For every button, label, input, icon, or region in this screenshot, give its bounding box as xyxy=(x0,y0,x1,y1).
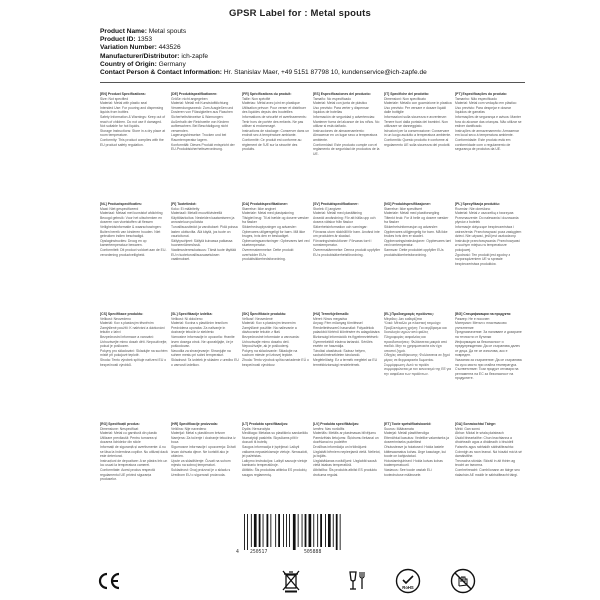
manufacturer-key: Manufacturer/Distributor: xyxy=(100,52,180,60)
contact-row xyxy=(100,69,580,77)
barcode-bar xyxy=(305,514,307,547)
spec-cell-heading: [LV] Produkta specifikācijas: xyxy=(313,422,360,426)
spec-cell xyxy=(455,202,523,312)
spec-cell-text: Størrelse: Ikke spesifisert Materiale: Metall med plastforsegling Tiltenkt bruk: For å helle og dosere væsker fra flasker Sikkerhetsinformasjon og advarsler: Oppbevares utilgjengelig for barn. Må ikke brukes hvis den er skadet. Oppbevaringsinstruksjoner: Oppbevares tørt ved romtemperatur. Samsvar: Dette produktet oppfyller EUs produktsikkerhetsforordning. xyxy=(384,206,451,257)
spec-cell-text: Tamaño: No especificado Material: Metal con junta de plástico Uso previsto: Para verter y dispensar líquidos de botellas Información de seguridad y advertencias: Mantener fuera del alcance de los niños. No utilizar si está dañado. Instrucciones de almacenamiento: Almacenar en un lugar seco a temperatura ambiente. Conformidad: Este producto cumple con el reglamento de seguridad de productos de la UE. xyxy=(313,96,380,156)
spec-cell xyxy=(313,92,381,202)
barcode-bar xyxy=(244,514,245,550)
spec-cell xyxy=(171,312,239,422)
spec-cell-text: Veličina: Nije navedeno Materijal: Metal s plastičnom brtvom Namjena: Za točenje i doziranje tekućina iz boca Sigurnosne informacije i upozorenja: Držati izvan dohvata djece. Ne koristiti ako je oštećen. Upute za skladištenje: Čuvati na suhom mjestu na sobnoj temperaturi. Sukladnost: Ovaj proizvod je u skladu s Uredbom EU o sigurnosti proizvoda. xyxy=(171,426,236,477)
spec-cell xyxy=(100,312,168,422)
country-key: Country of Origin: xyxy=(100,60,157,68)
spec-cell xyxy=(384,422,452,532)
product-id-row xyxy=(100,36,580,44)
product-name-row xyxy=(100,28,580,36)
waste-bin-crossed-icon xyxy=(280,569,302,597)
spec-cell-text: Størrelse: Ikke angivet Materiale: Metal med plastpakning Tilsigtet brug: Til at hælde og dosere væsker fra flasker Sikkerhedsoplysninger og advarsler: Opbevares utilgængeligt for børn. Må ikke bruges, hvis den er beskadiget. Opbevaringsanvisninger: Opbevares tørt ved stuetemperatur. Overensstemmelse: Dette produkt overholder EU's produktsikkerhedsforordning. xyxy=(242,206,310,262)
spec-cell-text: Veľkosť: Neuvedené Materiál: Kov s plastovým tesnením Zamýšľané použitie: Na nalievanie a dávkovanie tekutín z fliaš Bezpečnostné informácie a varovania: Uchovávajte mimo dosahu detí. Nepoužívajte, ak je poškodený. Pokyny na skladovanie: Skladujte na suchom mieste pri izbovej teplote. Zhoda: Tento výrobok spĺňa nariadenie EÚ o bezpečnosti výrobkov. xyxy=(242,316,309,367)
barcode-bar xyxy=(328,514,331,547)
spec-cell-heading: [PL] Specyfikacja produktu: xyxy=(455,202,500,206)
barcode-bar xyxy=(278,514,280,547)
spec-cell xyxy=(171,202,239,312)
spec-cell-heading: [SV] Produktspecifikationer: xyxy=(313,202,359,206)
product-id-key: Product ID: xyxy=(100,36,136,44)
country-row xyxy=(100,61,580,69)
barcode-bars xyxy=(236,514,358,550)
product-info xyxy=(100,28,580,77)
barcode-left-group: 250517 xyxy=(250,550,268,555)
spec-cell-heading: [LT] Produkto specifikacijos: xyxy=(242,422,289,426)
barcode-bar xyxy=(259,514,261,547)
barcode-bar xyxy=(286,514,287,547)
barcode-bar xyxy=(298,514,299,547)
barcode-right-group: 505888 xyxy=(304,550,322,555)
barcode-bar xyxy=(317,514,318,547)
spec-cell-text: Maat: Niet gespecificeerd Materiaal: Metaal met kunststof afdichting Beoogd gebruik: Voor het uitschenken en doseren van vloeistoffen uit flessen Veiligheidsinformatie & waarschuwingen: Buiten bereik van kinderen houden. Niet gebruiken indien beschadigd. Opslaginstructies: Droog en op kamertemperatuur bewaren. Conformiteit: Dit product voldoet aan de EU-verordening productveiligheid. xyxy=(100,206,167,257)
barcode-bar xyxy=(283,514,284,547)
spec-cell xyxy=(100,202,168,312)
spec-cell-text: Koko: Ei määritelty Materiaali: Metalli muovitiivisteellä Käyttötarkoitus: Nesteiden kaatamiseen ja annosteluun pulloista Turvallisuustiedot ja varoitukset: Pidä poissa lasten ulottuvilta. Älä käytä, jos tuote on vaurioitunut. Säilytysohjeet: Säilytä kuivassa paikassa huoneenlämmössä. Vaatimustenmukaisuus: Tämä tuote täyttää EU:n tuoteturvallisuusasetuksen vaatimukset. xyxy=(171,206,238,262)
food-safe-icon xyxy=(345,569,369,597)
spec-cell-heading: [NO] Produktspesifikasjoner: xyxy=(384,202,431,206)
spec-cell-text: Dydis: Nenurodyta Medžiaga: Metalas su plastikiniu sandarikliu Numatytoji paskirtis: Skysčiams pilti ir dozuoti iš butelių Saugos informacija ir įspėjimai: Laikyti vaikams nepasiekiamoje vietoje. Nenaudoti, jei pažeistas. Laikymo instrukcijos: Laikyti sausoje vietoje kambario temperatūroje. Atitiktis: Šis produktas atitinka ES produktų saugos reglamentą. xyxy=(242,426,308,477)
spec-cell-text: Storlek: Ej angiven Material: Metall med plasttätning Avsedd användning: För att hälla upp och dosera vätskor från flaskor Säkerhetsinformation och varningar: Förvaras utom räckhåll för barn. Använd inte om produkten är skadad. Förvaringsinstruktioner: Förvaras torrt i rumstemperatur. Överensstämmelse: Denna produkt uppfyller EU:s produktsäkerhetsförordning. xyxy=(313,206,381,257)
spec-cell-text: Tamanho: Não especificado Material: Metal com vedação em plástico Uso previsto: Para despejar e dosear líquidos de garrafas Informações de segurança e avisos: Manter fora do alcance das crianças. Não utilizar se estiver danificado. Instruções de armazenamento: Armazenar em local seco à temperatura ambiente. Conformidade: Este produto está em conformidade com o regulamento de segurança de produtos da UE. xyxy=(455,96,522,152)
barcode-bar xyxy=(333,514,334,547)
variation-number-value: 443526 xyxy=(158,44,181,52)
spec-cell-text: Größe: nicht angegeben Material: Metall mit Kunststoffdichtung Verwendungszweck: Zum Ausgießen und Dosieren von Flüssigkeiten aus Flaschen Sicherheitshinweise & Warnungen: Außerhalb der Reichweite von Kindern aufbewahren. Bei Beschädigung nicht verwenden. Lagerungshinweise: Trocken und bei Raumtemperatur lagern. Konformität: Dieses Produkt entspricht der EU-Produktsicherheitsverordnung. xyxy=(171,96,235,152)
spec-cell-heading: [SL] Specifikacije izdelka: xyxy=(171,312,213,316)
spec-cell-text: Rozmiar: Nie określono Materiał: Metal z uszczelką z tworzywa Przeznaczenie: Do nalewania i dozowania płynów z butelek Informacje dotyczące bezpieczeństwa i ostrzeżenia: Przechowywać poza zasięgiem dzieci. Nie używać, jeśli jest uszkodzony. Instrukcje przechowywania: Przechowywać w suchym miejscu w temperaturze pokojowej. Zgodność: Ten produkt jest zgodny z rozporządzeniem UE w sprawie bezpieczeństwa produktów. xyxy=(455,206,522,266)
spec-cell xyxy=(171,92,239,202)
spec-cell xyxy=(384,312,452,422)
spec-cell-text: Méret: Nincs megadva Anyag: Fém műanyag tömítéssel Rendeltetésszerű használat: Folyadékok palackból történő kiöntésére és adagolására Biztonsági információk és figyelmeztetések: Gyermekektől elzárva tartandó. Sérülés esetén ne használja. Tárolási utasítások: Száraz helyen, szobahőmérsékleten tárolandó. Megfelelőség: Ez a termék megfelel az EU termékbiztonsági rendeletének. xyxy=(313,316,380,367)
compliance-logos xyxy=(95,568,595,598)
spec-cell-heading: [HR] Specifikacije proizvoda: xyxy=(171,422,218,426)
contact-value: Hr. Stanislav Maer, +49 5151 87798 10, kundenservice@ich-zapfe.de xyxy=(223,69,427,77)
spec-cell-heading: [BG] Спецификации на продукта: xyxy=(455,312,512,316)
barcode-bar xyxy=(267,514,269,547)
spec-cell-heading: [EN] Product Specifications: xyxy=(100,92,146,96)
spec-cell-heading: [CS] Specifikace produktu: xyxy=(100,312,144,316)
rohs-badge-icon xyxy=(395,568,421,598)
barcode-bar xyxy=(289,514,290,547)
spec-cell-text: Dimensiune: Nespecificat Material: Metal cu garnitură din plastic Utilizare prevăzută: Pentru turnarea și dozarea lichidelor din sticle Informații de siguranță și avertismente: A nu se lăsa la îndemâna copiilor. Nu utilizați dacă este deteriorat. Instrucțiuni de depozitare: A se păstra într-un loc uscat la temperatura camerei. Conformitate: Acest produs respectă regulamentul UE privind siguranța produselor. xyxy=(100,426,168,482)
spec-cell xyxy=(242,202,310,312)
barcode-bar xyxy=(247,514,248,550)
barcode-bar xyxy=(302,514,303,547)
spec-cell-heading: [IT] Specifiche del prodotto: xyxy=(384,92,430,96)
spec-cell-heading: [EL] Προδιαγραφές προϊόντος: xyxy=(384,312,435,316)
barcode-bar xyxy=(336,514,338,550)
spec-cell-text: Размер: Не е посочен Материал: Метал с пластмасово уплътнение Предназначение: За наливане и дозиране на течности от бутилки Информация за безопасност и предупреждения: Да се съхранява далеч от деца. Да не се използва, ако е повреден. Указания за съхранение: Да се съхранява на сухо място при стайна температура. Съответствие: Този продукт отговаря на регламента на ЕС за безопасност на продуктите. xyxy=(455,316,522,381)
ce-mark-icon xyxy=(96,571,122,595)
spec-cell xyxy=(384,92,452,202)
spec-cell-text: Izmērs: Nav norādīts Materiāls: Metāls ar plastmasas blīvējumu Paredzētais lietojums: Šķidrumu liešanai un dozēšanai no pudelēm Drošības informācija un brīdinājumi: Uzglabāt bērniem nepieejamā vietā. Nelietot, ja bojāts. Uzglabāšanas norādījumi: Uzglabāt sausā vietā istabas temperatūrā. Atbilstība: Šis produkts atbilst ES produktu drošuma regulai. xyxy=(313,426,381,477)
barcode-bar xyxy=(270,514,271,547)
barcode-bar xyxy=(275,514,276,547)
barcode-bar xyxy=(254,514,257,547)
spec-cell-heading: [HU] Termékjellemzők: xyxy=(313,312,350,316)
spec-cell-heading: [DE] Produktspezifikationen: xyxy=(171,92,218,96)
spec-cell-text: Μέγεθος: Δεν καθορίζεται Υλικό: Μέταλλο με πλαστική τσιμούχα Προβλεπόμενη χρήση: Για σερβίρισμα και δοσολογία υγρών από φιάλες Πληροφορίες ασφαλείας και προειδοποιήσεις: Φυλάσσεται μακριά από παιδιά. Μην το χρησιμοποιείτε εάν έχει υποστεί ζημιά. Οδηγίες αποθήκευσης: Φυλάσσεται σε ξηρό μέρος σε θερμοκρασία δωματίου. Συμμόρφωση: Αυτό το προϊόν συμμορφώνεται με τον κανονισμό της ΕΕ για την ασφάλεια των προϊόντων. xyxy=(384,316,452,376)
spec-cell-text: Taille: Non spécifié Matériau: Métal avec joint en plastique Utilisation prévue: Pour verser et distribuer des liquides depuis des bouteilles Informations de sécurité et avertissements: Tenir hors de portée des enfants. Ne pas utiliser si endommagé. Instructions de stockage: Conserver dans un endroit sec à température ambiante. Conformité: Ce produit est conforme au règlement de l'UE sur la sécurité des produits. xyxy=(242,96,310,152)
spec-cell-text: Velikost: Ni določeno Material: Kovina s plastičnim tesnilom Predvidena uporaba: Za nalivanje in doziranje tekočin iz steklenic Varnostne informacije in opozorila: Hranite izven dosega otrok. Ne uporabljajte, če je poškodovan. Navodila za shranjevanje: Shranjujte na suhem mestu pri sobni temperaturi. Skladnost: Ta izdelek je skladen z uredbo EU o varnosti izdelkov. xyxy=(171,316,239,367)
spec-cell-heading: [DA] Produktspecifikationer: xyxy=(242,202,288,206)
spec-cell xyxy=(100,422,168,532)
divider xyxy=(100,82,525,83)
barcode-bar xyxy=(293,514,296,550)
rohs-text: RoHS xyxy=(402,585,414,590)
barcode-first-digit: 4 xyxy=(236,550,239,555)
spec-cell xyxy=(384,202,452,312)
variation-number-row xyxy=(100,44,580,52)
spec-cell xyxy=(455,312,523,422)
variation-number-key: Variation Number: xyxy=(100,44,157,52)
product-name-value: Metal spouts xyxy=(148,28,187,35)
spec-cell xyxy=(242,92,310,202)
manufacturer-value: ich-zapfe xyxy=(181,52,209,60)
spec-cell xyxy=(313,202,381,312)
spec-cell-heading: [FR] Spécifications du produit: xyxy=(242,92,292,96)
spec-cell xyxy=(455,422,523,532)
spec-cell-heading: [FI] Tuotetiedot: xyxy=(171,202,197,206)
barcode-bar xyxy=(263,514,264,547)
spec-cell-heading: [GA] Sonraíochtaí Táirge: xyxy=(455,422,497,426)
barcode-bar xyxy=(251,514,252,547)
language-spec-grid xyxy=(100,92,526,532)
spec-cell-heading: [NL] Productspecificaties: xyxy=(100,202,143,206)
no-dispose-icon xyxy=(450,568,476,598)
barcode-bar xyxy=(313,514,314,547)
spec-cell-text: Suurus: Määramata Materjal: Metall plasttihendiga Ettenähtud kasutus: Vedelike valamiseks ja doseerimiseks pudelitest Ohutusteave ja hoiatused: Hoida lastele kättesaamatus kohas. Ärge kasutage, kui toode on kahjustatud. Hoiustamisjuhised: Hoida kuivas kohas toatemperatuuril. Vastavus: See toode vastab ELi tooteohutuse määrusele. xyxy=(384,426,450,477)
spec-cell-heading: [SK] Špecifikácie produktu: xyxy=(242,312,287,316)
manufacturer-row xyxy=(100,53,580,61)
barcode-bar xyxy=(325,514,326,547)
spec-cell-heading: [RO] Specificații produs: xyxy=(100,422,140,426)
spec-cell xyxy=(455,92,523,202)
spec-cell xyxy=(171,422,239,532)
product-id-value: 1353 xyxy=(137,36,153,44)
spec-cell-heading: [PT] Especificações do produto: xyxy=(455,92,507,96)
barcode xyxy=(236,514,356,558)
spec-cell-text: Velikost: Neuvedeno Materiál: Kov s plastovým těsněním Zamýšlené použití: K nalévání a dávkování tekutin z lahví Bezpečnostní informace a varování: Uchovávejte mimo dosah dětí. Nepoužívejte, pokud je poškozen. Pokyny pro skladování: Skladujte na suchém místě při pokojové teplotě. Shoda: Tento výrobek splňuje nařízení EU o bezpečnosti výrobků. xyxy=(100,316,168,367)
spec-cell xyxy=(313,312,381,422)
barcode-bar xyxy=(309,514,312,547)
barcode-bar xyxy=(320,514,322,547)
page-title: GPSR Label for : Metal spouts xyxy=(229,8,371,19)
spec-cell-text: Dimensioni: Non specificato Materiale: Metallo con guarnizione in plastica Uso previsto: Per versare e dosare liquidi dalle bottiglie Informazioni sulla sicurezza e avvertenze: Tenere fuori dalla portata dei bambini. Non utilizzare se danneggiato. Istruzioni per la conservazione: Conservare in un luogo asciutto a temperatura ambiente. Conformità: Questo prodotto è conforme al regolamento UE sulla sicurezza dei prodotti. xyxy=(384,96,452,147)
spec-cell-text: Size: Not specified Material: Metal with plastic seal Intended Use: For pouring and dispensing liquids from bottles Safety Information & Warnings: Keep out of reach of children. Do not use if damaged. Not suitable for hot liquids. Storage Instructions: Store in a dry place at room temperature. Conformity: This product complies with the EU product safety regulation. xyxy=(100,96,166,147)
spec-cell xyxy=(242,312,310,422)
contact-key: Contact Person & Contact Information: xyxy=(100,69,222,77)
spec-cell-text: Méid: Gan sonrú Ábhar: Miotal le séala plaisteach Úsáid bheartaithe: Chun leachtanna a dhoirteadh agus a dháileadh ó bhuidéil Faisnéis agus rabhaidh sábháilteachta: Coinnigh as raon leanaí. Ná húsáid má tá sé damáistithe. Treoracha stórála: Stóráil in áit thirim ag teocht an tseomra. Comhréireacht: Comhlíonann an táirge seo rialachán AE maidir le sábháilteacht táirgí. xyxy=(455,426,522,477)
spec-cell-heading: [ES] Especificaciones del producto: xyxy=(313,92,371,96)
country-value: Germany xyxy=(158,60,186,68)
spec-cell xyxy=(100,92,168,202)
barcode-bar xyxy=(340,514,341,550)
spec-cell-heading: [ET] Toote spetsifikatsioonid: xyxy=(384,422,432,426)
product-name-key: Product Name: xyxy=(100,28,147,35)
